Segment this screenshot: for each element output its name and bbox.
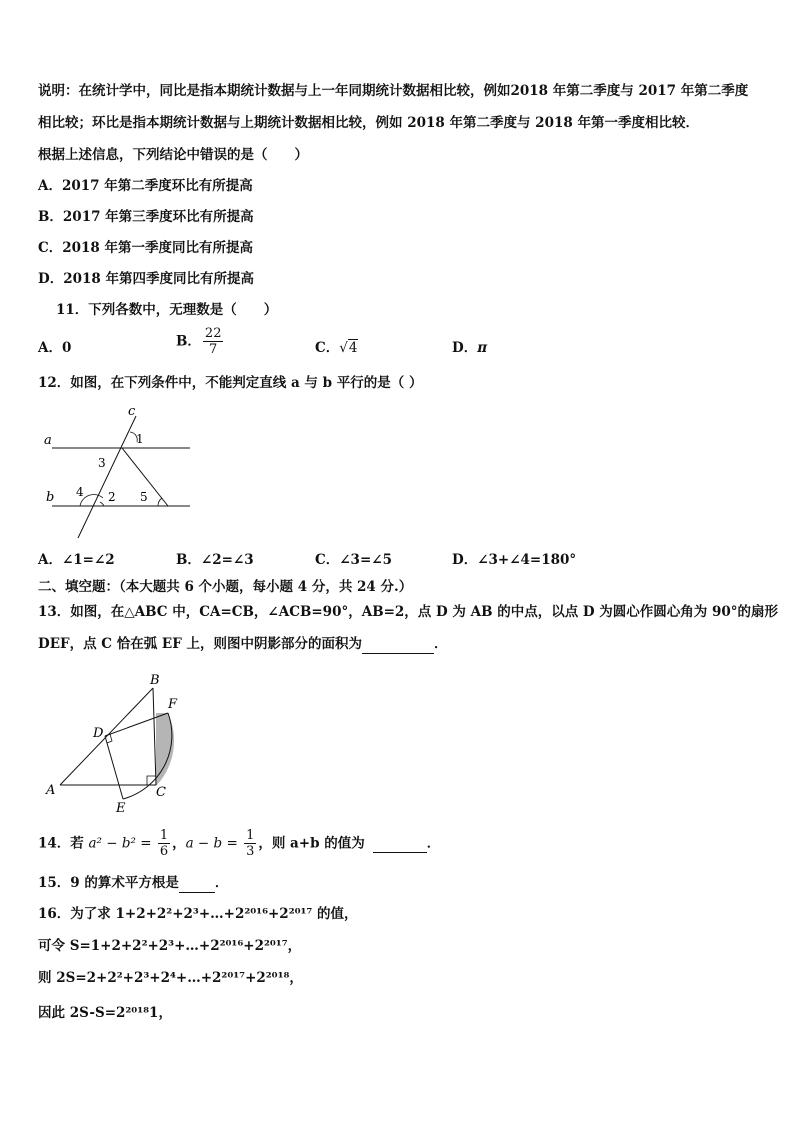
label-A: A [46,783,56,798]
q12-option-b: B．∠2=∠3 [176,552,254,568]
sqrt-symbol: √4 [339,340,358,356]
q14-prefix: 14．若 [38,835,89,852]
label-C: C [156,785,166,800]
q13-line-2-text: DEF，点 C 恰在弧 EF 上，则图中阴影部分的面积为 [38,636,362,652]
q11-option-c [315,339,358,357]
intro-option-b: B．2017 年第三季度环比有所提高 [38,209,254,225]
q13-line-2 [38,635,448,654]
angle-5-arc [158,498,162,506]
q11-option-b [176,326,225,357]
label-B: B [150,673,160,688]
intro-option-c: C．2018 年第一季度同比有所提高 [38,240,254,256]
q15-answer-blank [179,874,215,893]
q11-pi: π [477,340,488,356]
angle-3: 3 [98,456,106,470]
intro-option-a: A．2017 年第二季度环比有所提高 [38,178,253,194]
q15-text: 15．9 的算术平方根是 [38,875,179,891]
label-E: E [116,801,126,816]
q12-option-c: C．∠3=∠5 [315,552,392,568]
q11-option-a: A．0 [38,340,72,356]
q14-fraction-2 [244,828,256,859]
q14-expr-2: a − b = [185,835,243,852]
line-c [78,416,136,538]
intro-option-d: D．2018 年第四季度同比有所提高 [38,271,254,287]
q14-line [38,828,440,859]
side-ab [60,688,153,785]
q11-stem: 11．下列各数中，无理数是（ ） [56,302,278,318]
q14-frac1-den: 6 [159,844,169,859]
q12-option-a: A．∠1=∠2 [38,552,115,568]
q16-line-4: 因此 2S-S=2²⁰¹⁸1， [38,1005,172,1021]
q12-stem: 12．如图，在下列条件中，不能判定直线 a 与 b 平行的是（ ） [38,375,423,391]
q14-fraction-1 [158,828,170,859]
q14-frac1-num: 1 [159,828,169,843]
q11-frac-num: 22 [204,326,222,341]
q11-frac-den: 7 [209,342,218,357]
label-a: a [44,433,52,448]
q12-figure [38,400,208,545]
intro-line-1: 说明：在统计学中，同比是指本期统计数据与上一年同期统计数据相比较，例如2018 年第二季度与 2017 年第二季度 [38,83,749,99]
q11-fraction [203,326,224,357]
q13-answer-blank [362,635,434,654]
q14-comma: ， [172,835,186,852]
label-b: b [46,490,55,505]
q14-end: ． [426,835,441,852]
q11-radicand: 4 [348,340,358,356]
radius-de [105,736,123,799]
section-2-heading: 二、填空题：（本大题共 6 个小题，每小题 4 分，共 24 分.） [38,579,413,595]
angle-4: 4 [76,485,84,499]
intro-question: 根据上述信息，下列结论中错误的是（ ） [38,147,308,163]
intro-line-2: 相比较；环比是指本期统计数据与上期统计数据相比较，例如 2018 年第二季度与 2018 年第一季度相比较． [38,115,699,131]
label-D: D [93,726,104,741]
q14-suffix: ，则 a+b 的值为 [258,835,365,852]
q14-frac2-den: 3 [246,844,255,859]
q16-line-2: 可令 S=1+2+2²+2³+…+2²⁰¹⁶+2²⁰¹⁷， [38,938,302,954]
q11-option-b-label: B． [176,333,201,350]
q11-option-d-label: D． [452,340,478,356]
q11-option-c-label: C． [315,340,340,356]
q14-frac2-num: 1 [246,828,255,843]
q13-line-1: 13．如图，在△ABC 中，CA=CB，∠ACB=90°，AB=2，点 D 为 AB 的中点，以点 D 为圆心作圆心角为 90°的扇形 [38,604,779,620]
angle-5: 5 [140,490,148,504]
side-bc [153,688,156,785]
angle-2: 2 [108,490,116,504]
q14-expr-1: a² − b² = [88,835,156,852]
q12-option-d: D．∠3+∠4=180° [452,552,577,568]
q16-line-1: 16．为了求 1+2+2²+2³+…+2²⁰¹⁶+2²⁰¹⁷ 的值， [38,906,358,922]
angle-1: 1 [136,432,144,446]
q14-answer-blank [373,834,427,853]
q15-line [38,874,228,893]
label-c: c [128,404,136,419]
q13-line-2-end: ． [434,636,448,652]
right-angle-c [147,776,156,785]
q16-line-3: 则 2S=2+2²+2³+2⁴+…+2²⁰¹⁷+2²⁰¹⁸， [38,970,303,986]
q13-figure [40,668,200,816]
label-F: F [168,697,178,712]
q15-end: ． [214,875,229,891]
angle-2-arc [100,502,104,506]
q11-option-d [452,339,487,357]
